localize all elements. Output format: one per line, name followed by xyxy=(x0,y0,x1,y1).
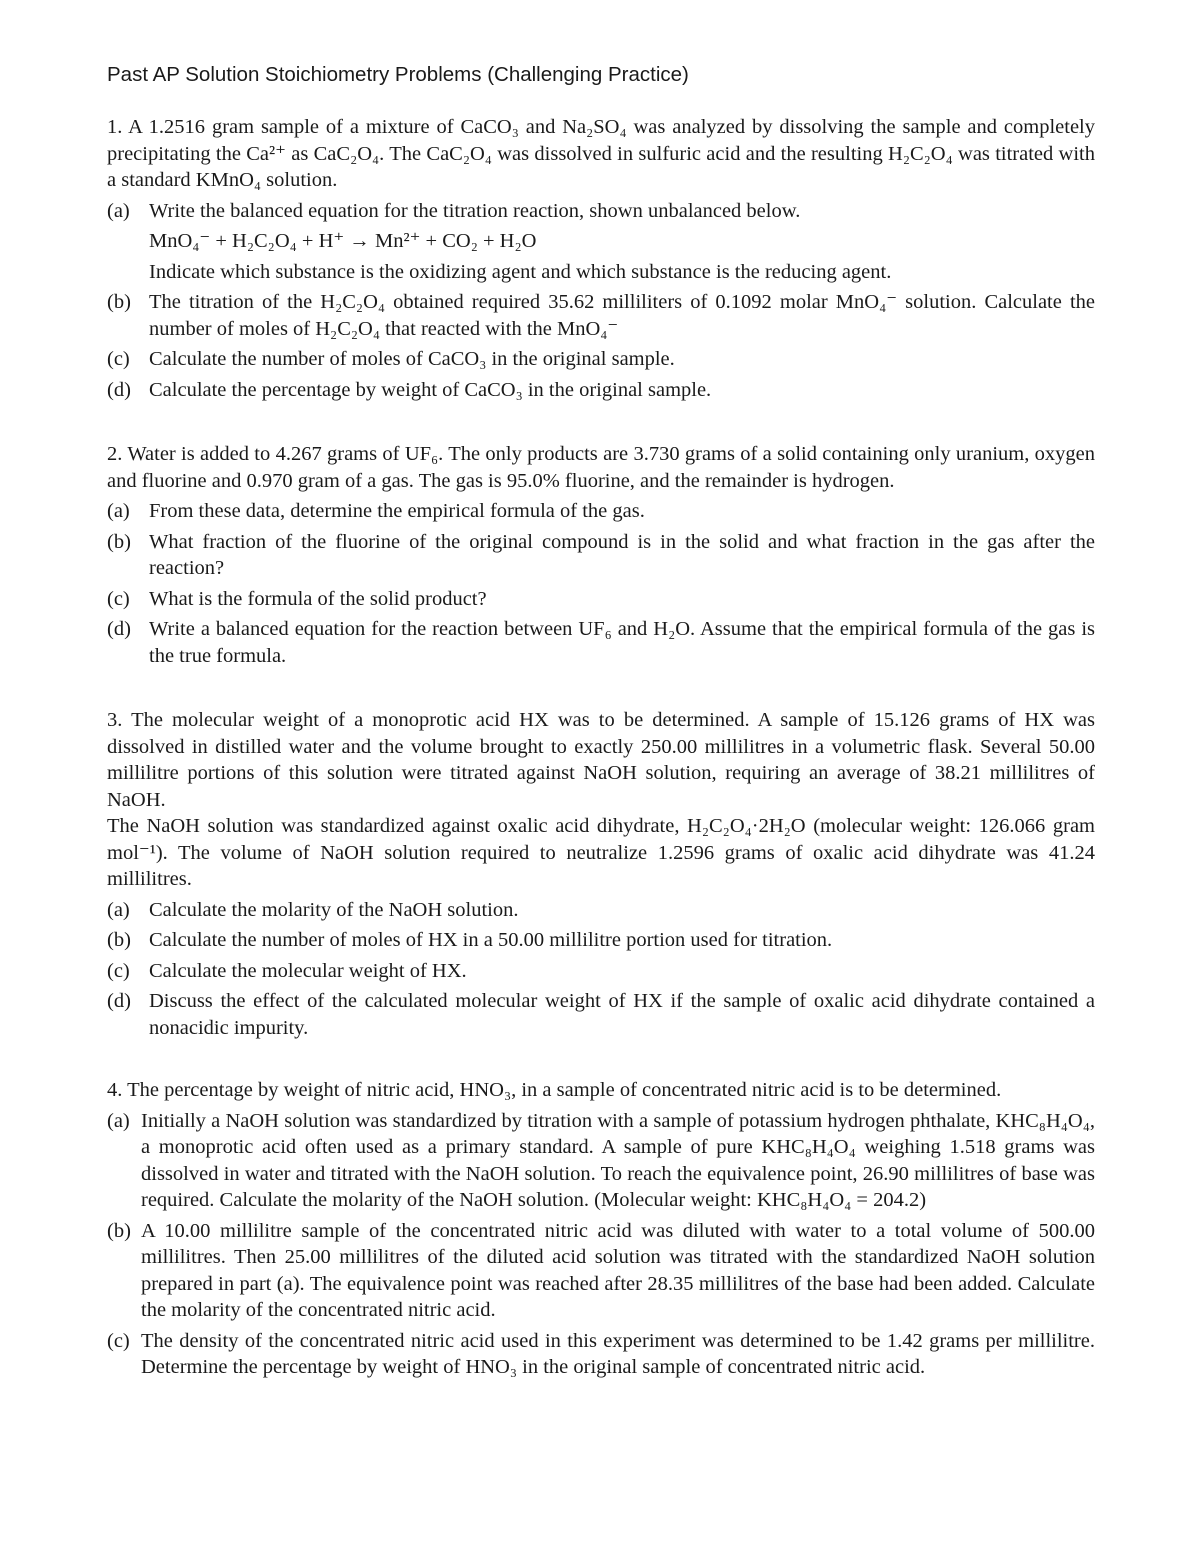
part-text: The titration of the H₂C₂O₄ obtained required 35.62 milliliters of 0.1092 molar MnO₄⁻ solution. Calculate the number of moles of H₂C₂O₄ that reacted with the MnO₄⁻ xyxy=(149,291,1095,340)
question-3-part-a xyxy=(107,897,1095,924)
part-label: (c) xyxy=(107,1329,130,1352)
part-text: Calculate the percentage by weight of CaCO₃ in the original sample. xyxy=(149,378,712,401)
question-1-part-c xyxy=(107,346,1095,373)
question-3-part-d xyxy=(107,988,1095,1041)
question-3-stem-continued: The NaOH solution was standardized against oxalic acid dihydrate, H₂C₂O₄·2H₂O (molecular weight: 126.066 gram mol⁻¹). The volume of NaOH solution required to neutralize 1.2596 grams of oxalic acid dihydrate was 41.24 millilitres. xyxy=(107,815,1095,890)
part-text: From these data, determine the empirical formula of the gas. xyxy=(149,500,645,522)
question-3-part-c xyxy=(107,958,1095,985)
spacer xyxy=(107,675,1095,707)
part-label: (c) xyxy=(107,959,130,982)
document-title: Past AP Solution Stoichiometry Problems (Challenging Practice) xyxy=(107,63,689,86)
question-1-part-d xyxy=(107,377,1095,404)
question-2-part-d xyxy=(107,616,1095,669)
part-label: (d) xyxy=(107,618,131,640)
part-text: What is the formula of the solid product? xyxy=(149,587,487,610)
question-4-part-b xyxy=(107,1218,1095,1324)
part-text: Initially a NaOH solution was standardized by titration with a sample of potassium hydrogen phthalate, KHC₈H₄O₄, a monoprotic acid often used as a primary standard. A sample of pure KHC₈H₄O₄ weighing 1.518 grams was dissolved in water and titrated with the NaOH solution. To reach the equivalence point, 26.90 millilitres of base was required. Calculate the molarity of the NaOH solution. (Molecular weight: KHC₈H₄O₄ = 204.2) xyxy=(141,1109,1095,1211)
question-1 xyxy=(107,114,1095,403)
part-text: Calculate the number of moles of HX in a 50.00 millilitre portion used for titration. xyxy=(149,929,833,951)
question-2 xyxy=(107,441,1095,669)
part-text: A 10.00 millilitre sample of the concentrated nitric acid was diluted with water to a total volume of 500.00 millilitres. Then 25.00 millilitres of the diluted acid solution was titrated with the standardized NaOH solution prepared in part (a). The equivalence point was reached after 28.35 millilitres of the base had been added. Calculate the molarity of the concentrated nitric acid. xyxy=(141,1219,1095,1321)
question-1-stem: 1. A 1.2516 gram sample of a mixture of CaCO₃ and Na₂SO₄ was analyzed by dissolving the sample and completely precipitating the Ca²⁺ as CaC₂O₄. The CaC₂O₄ was dissolved in sulfuric acid and the resulting H₂C₂O₄ was titrated with a standard KMnO₄ solution. xyxy=(107,116,1095,191)
question-1-note: Indicate which substance is the oxidizing agent and which substance is the reducing agent. xyxy=(149,260,892,283)
question-4-stem: 4. The percentage by weight of nitric acid, HNO₃, in a sample of concentrated nitric acid is to be determined. xyxy=(107,1079,1002,1101)
question-2-part-c xyxy=(107,586,1095,613)
part-label: (b) xyxy=(107,929,131,951)
part-text: What fraction of the fluorine of the original compound is in the solid and what fraction in the gas after the reaction? xyxy=(149,530,1095,579)
question-4-part-c xyxy=(107,1328,1095,1381)
question-2-part-a xyxy=(107,498,1095,525)
part-text: Calculate the number of moles of CaCO₃ in the original sample. xyxy=(149,348,675,370)
question-4 xyxy=(107,1077,1095,1381)
question-1-part-a xyxy=(107,198,1095,225)
part-label: (a) xyxy=(107,1109,130,1132)
spacer xyxy=(107,1047,1095,1077)
question-3 xyxy=(107,707,1095,1041)
part-text: Discuss the effect of the calculated molecular weight of HX if the sample of oxalic acid dihydrate contained a nonacidic impurity. xyxy=(149,990,1095,1039)
part-text: The density of the concentrated nitric acid used in this experiment was determined to be 1.42 grams per millilitre. Determine the percentage by weight of HNO₃ in the original sample of concentrated nitric acid. xyxy=(141,1329,1095,1378)
part-label: (a) xyxy=(107,898,130,921)
question-1-equation: MnO₄⁻ + H₂C₂O₄ + H⁺ → Mn²⁺ + CO₂ + H₂O xyxy=(149,230,537,252)
part-text: Write the balanced equation for the titration reaction, shown unbalanced below. xyxy=(149,199,801,222)
part-label: (b) xyxy=(107,291,131,313)
part-text: Calculate the molarity of the NaOH solution. xyxy=(149,898,519,921)
question-3-part-b xyxy=(107,927,1095,954)
part-label: (d) xyxy=(107,378,131,401)
document-page xyxy=(107,60,1095,1387)
part-label: (b) xyxy=(107,1219,131,1242)
part-label: (d) xyxy=(107,990,131,1012)
spacer xyxy=(107,409,1095,441)
question-3-stem: 3. The molecular weight of a monoprotic acid HX was to be determined. A sample of 15.126 grams of HX was dissolved in distilled water and the volume brought to exactly 250.00 millilitres in a volumetric flask. Several 50.00 millilitre portions of this solution were titrated against NaOH solution, requiring an average of 38.21 millilitres of NaOH. xyxy=(107,709,1095,811)
part-label: (c) xyxy=(107,587,130,610)
part-label: (a) xyxy=(107,199,130,222)
question-2-part-b xyxy=(107,529,1095,582)
part-text: Calculate the molecular weight of HX. xyxy=(149,959,467,982)
part-label: (b) xyxy=(107,530,131,553)
question-1-part-b xyxy=(107,289,1095,342)
question-2-stem: 2. Water is added to 4.267 grams of UF₆. The only products are 3.730 grams of a solid containing only uranium, oxygen and fluorine and 0.970 gram of a gas. The gas is 95.0% fluorine, and the remainder is hydrogen. xyxy=(107,443,1095,492)
part-label: (c) xyxy=(107,348,130,370)
question-4-part-a xyxy=(107,1108,1095,1214)
part-label: (a) xyxy=(107,500,130,522)
part-text: Write a balanced equation for the reaction between UF₆ and H₂O. Assume that the empirical formula of the gas is the true formula. xyxy=(149,618,1095,667)
